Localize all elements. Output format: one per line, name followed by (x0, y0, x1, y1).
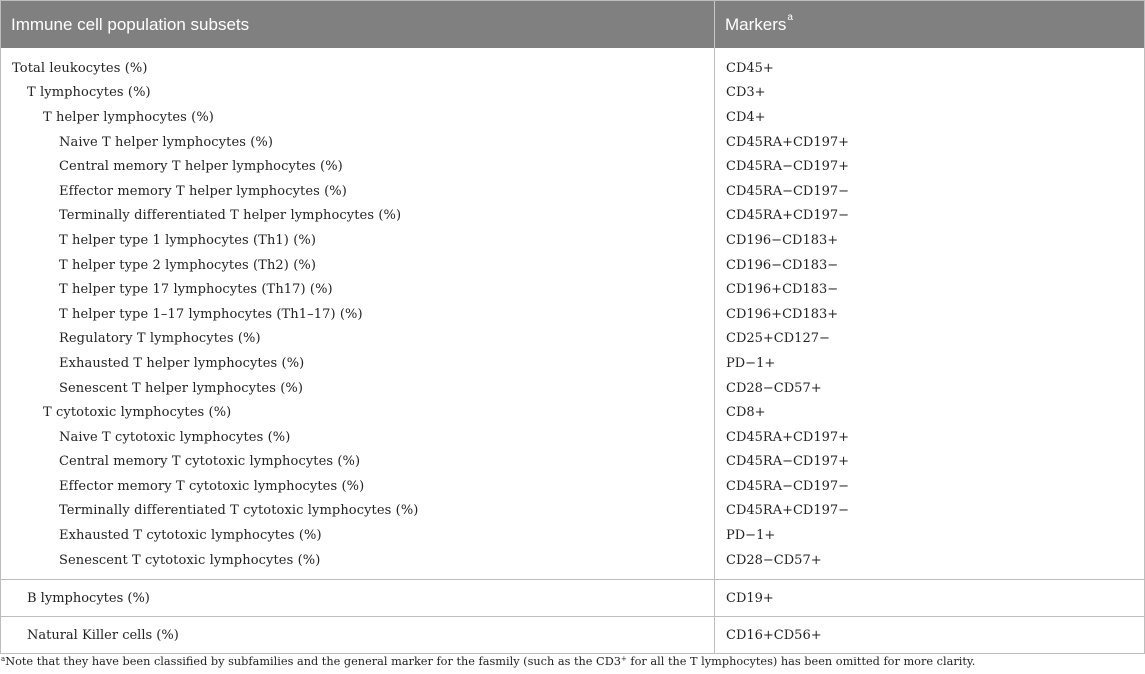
table-row (1, 400, 714, 425)
table-row (1, 105, 714, 130)
row-marker: CD25+CD127− (726, 331, 830, 347)
table-row (1, 179, 714, 204)
row-label: Exhausted T helper lymphocytes (%) (59, 355, 305, 371)
header-markers (715, 1, 1144, 48)
row-marker: CD19+ (726, 590, 774, 606)
row-label: Central memory T helper lymphocytes (%) (59, 159, 343, 175)
row-marker: CD45RA−CD197− (726, 478, 850, 494)
nk-cells-label-cell (1, 617, 715, 654)
row-marker: CD45RA+CD197+ (726, 429, 850, 445)
table-row (1, 425, 714, 450)
footnote-text-before: Note that they have been classified by subfamilies and the general marker for the fasmily (such as the CD3 (5, 655, 621, 668)
row-label: Effector memory T cytotoxic lymphocytes (%) (59, 478, 365, 494)
row-label: Central memory T cytotoxic lymphocytes (%) (59, 454, 361, 470)
row-marker: PD−1+ (726, 528, 776, 544)
row-label: Terminally differentiated T cytotoxic lymphocytes (%) (59, 503, 419, 519)
table-header (1, 1, 1144, 48)
table-row (1, 523, 714, 548)
b-lymphocytes-label-cell (1, 580, 715, 617)
row-label: T cytotoxic lymphocytes (%) (43, 405, 232, 421)
row-marker: CD16+CD56+ (726, 627, 822, 643)
row-label: Naive T helper lymphocytes (%) (59, 134, 274, 150)
row-marker: CD3+ (726, 85, 766, 101)
table-row (1, 376, 714, 401)
table-row (1, 154, 714, 179)
table-group-nk-cells (1, 616, 1144, 653)
table-row (1, 81, 714, 106)
row-label: Effector memory T helper lymphocytes (%) (59, 183, 347, 199)
nk-cells-marker-cell (715, 617, 1144, 654)
table-group-leukocytes (1, 48, 1144, 579)
table-row (1, 130, 714, 155)
footnote-inner-superscript: + (620, 655, 627, 663)
row-marker: CD45RA−CD197− (726, 183, 850, 199)
row-label: Total leukocytes (%) (12, 60, 148, 76)
row-label: B lymphocytes (%) (27, 590, 150, 606)
table-row (1, 327, 714, 352)
group-labels-column (1, 48, 715, 579)
table-row (1, 56, 714, 81)
b-lymphocytes-marker-cell (715, 580, 1144, 617)
row-label: T helper lymphocytes (%) (43, 109, 214, 125)
row-label: Senescent T helper lymphocytes (%) (59, 380, 304, 396)
row-label: T helper type 2 lymphocytes (Th2) (%) (59, 257, 316, 273)
row-marker: CD45RA−CD197+ (726, 454, 850, 470)
row-label: T lymphocytes (%) (27, 85, 151, 101)
table-row (1, 450, 714, 475)
row-marker: CD196−CD183+ (726, 232, 839, 248)
row-marker: CD45RA−CD197+ (726, 159, 850, 175)
row-marker: CD45+ (726, 60, 774, 76)
group-markers-column (715, 48, 1144, 579)
header-col1-text: Immune cell population subsets (11, 14, 250, 34)
header-col2-text: Markers (725, 14, 787, 34)
table-row (1, 204, 714, 229)
footnote-text-after: for all the T lymphocytes) has been omitted for more clarity. (626, 655, 976, 668)
header-col2-footnote-mark: a (787, 12, 793, 23)
row-label: T helper type 17 lymphocytes (Th17) (%) (59, 282, 333, 298)
table-row (1, 351, 714, 376)
row-marker: CD45RA+CD197− (726, 208, 850, 224)
row-marker: CD196+CD183+ (726, 306, 839, 322)
row-marker: CD196−CD183− (726, 257, 839, 273)
table-row (1, 474, 714, 499)
row-label: Regulatory T lymphocytes (%) (59, 331, 261, 347)
row-marker: CD45RA+CD197+ (726, 134, 850, 150)
row-label: T helper type 1 lymphocytes (Th1) (%) (59, 232, 316, 248)
table-row (1, 548, 714, 573)
table-row (1, 499, 714, 524)
table-row (1, 228, 714, 253)
row-marker: CD28−CD57+ (726, 380, 822, 396)
row-marker: CD196+CD183− (726, 282, 839, 298)
table-row (1, 277, 714, 302)
row-marker: PD−1+ (726, 355, 776, 371)
row-label: Senescent T cytotoxic lymphocytes (%) (59, 552, 321, 568)
footnote-mark: a (1, 655, 6, 663)
row-label: Naive T cytotoxic lymphocytes (%) (59, 429, 291, 445)
table-footnote (1, 655, 975, 668)
table-group-b-lymphocytes (1, 579, 1144, 616)
header-population-subsets (1, 1, 715, 48)
row-label: Exhausted T cytotoxic lymphocytes (%) (59, 528, 322, 544)
table-row (1, 253, 714, 278)
row-label: T helper type 1–17 lymphocytes (Th1–17) (%) (59, 306, 363, 322)
row-label: Terminally differentiated T helper lymphocytes (%) (59, 208, 402, 224)
row-marker: CD45RA+CD197− (726, 503, 850, 519)
row-label: Natural Killer cells (%) (27, 627, 179, 643)
row-marker: CD28−CD57+ (726, 552, 822, 568)
row-marker: CD8+ (726, 405, 766, 421)
row-marker: CD4+ (726, 109, 766, 125)
table-row (1, 302, 714, 327)
